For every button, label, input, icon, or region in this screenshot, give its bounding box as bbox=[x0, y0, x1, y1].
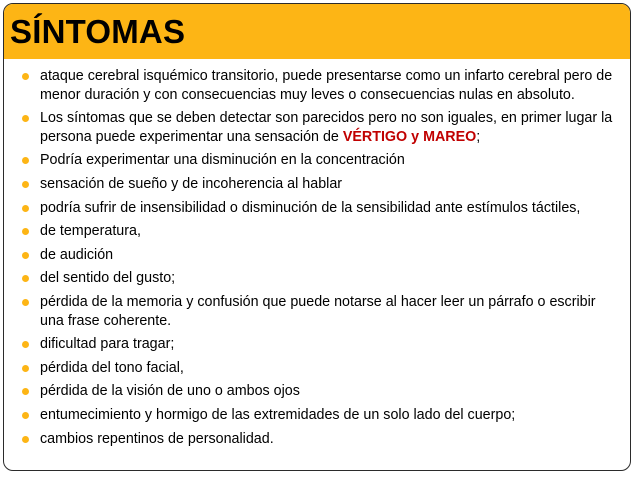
bullet-text: Los síntomas que se deben detectar son parecidos pero no son iguales, en primer lugar la persona puede experimentar una sensación de bbox=[40, 110, 613, 145]
bullet-icon bbox=[22, 228, 29, 235]
list-item bbox=[22, 67, 622, 104]
bullet-text: dificultad para tragar; bbox=[40, 336, 175, 353]
bullet-text-end: ; bbox=[476, 128, 481, 145]
bullet-icon bbox=[22, 341, 29, 348]
list-item bbox=[22, 109, 622, 146]
list-item bbox=[22, 335, 622, 354]
bullet-icon bbox=[22, 115, 29, 122]
list-item bbox=[22, 151, 622, 170]
bullet-icon bbox=[22, 412, 29, 419]
bullet-text: ataque cerebral isquémico transitorio, puede presentarse como un infarto cerebral pero de menor duración y con consecuencias muy leves o consecuencias nulas en absoluto. bbox=[40, 68, 613, 103]
bullet-text: pérdida de la memoria y confusión que puede notarse al hacer leer un párrafo o escribir una frase coherente. bbox=[40, 293, 596, 329]
list-item bbox=[22, 293, 622, 330]
list-item bbox=[22, 359, 622, 378]
bullet-text: de audición bbox=[40, 246, 114, 263]
list-item bbox=[22, 246, 622, 265]
list-item bbox=[22, 222, 622, 241]
title-bar bbox=[4, 4, 630, 59]
bullet-text: pérdida de la visión de uno o ambos ojos bbox=[40, 383, 300, 400]
bullet-text: sensación de sueño y de incoherencia al hablar bbox=[40, 175, 343, 192]
list-item bbox=[22, 430, 622, 449]
bullet-icon bbox=[22, 252, 29, 259]
list-item bbox=[22, 175, 622, 194]
bullet-text: cambios repentinos de personalidad. bbox=[40, 430, 274, 447]
bullet-text: podría sufrir de insensibilidad o disminución de la sensibilidad ante estímulos táctiles, bbox=[40, 199, 581, 216]
bullet-icon bbox=[22, 181, 29, 188]
slide-title: SÍNTOMAS bbox=[10, 13, 186, 50]
bullet-icon bbox=[22, 365, 29, 372]
list-item bbox=[22, 269, 622, 288]
list-item bbox=[22, 382, 622, 401]
symptom-list bbox=[22, 67, 622, 453]
bullet-icon bbox=[22, 157, 29, 164]
bullet-icon bbox=[22, 388, 29, 395]
bullet-text: pérdida del tono facial, bbox=[40, 359, 184, 376]
list-item bbox=[22, 406, 622, 425]
bullet-icon bbox=[22, 205, 29, 212]
list-item bbox=[22, 199, 622, 218]
bullet-icon bbox=[22, 436, 29, 443]
bullet-icon bbox=[22, 275, 29, 282]
bullet-icon bbox=[22, 73, 29, 80]
bullet-text: del sentido del gusto; bbox=[40, 270, 176, 287]
bullet-text: de temperatura, bbox=[40, 223, 141, 240]
bullet-text: Podría experimentar una disminución en la concentración bbox=[40, 152, 405, 169]
highlight-text: VÉRTIGO y MAREO bbox=[342, 128, 477, 145]
bullet-icon bbox=[22, 299, 29, 306]
bullet-text: entumecimiento y hormigo de las extremidades de un solo lado del cuerpo; bbox=[40, 406, 516, 423]
